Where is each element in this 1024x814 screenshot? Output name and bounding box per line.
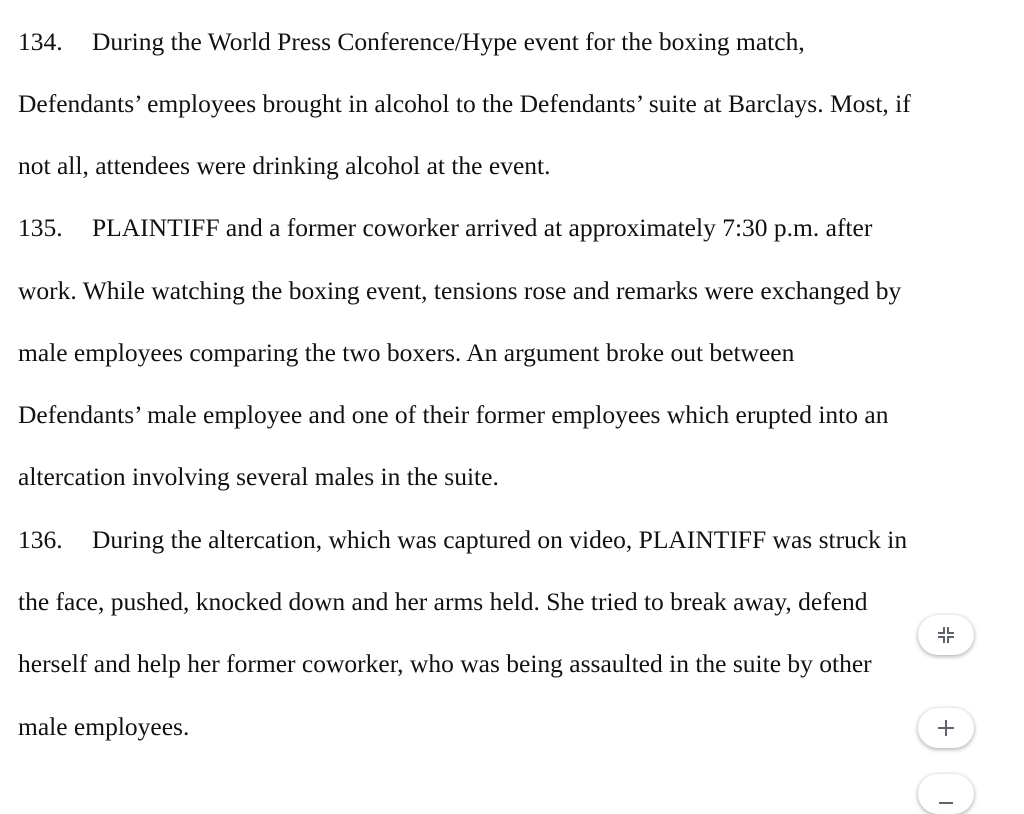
paragraph-number: 136.	[18, 525, 63, 554]
paragraph-136-line-4: male employees.	[18, 712, 190, 741]
paragraph-135-line-4: Defendants’ male employee and one of their former employees which erupted into an	[18, 400, 889, 429]
minus-icon	[936, 793, 956, 813]
paragraph-number: 134.	[18, 27, 63, 56]
paragraph-135-line-1	[18, 213, 872, 243]
paragraph-135-line-2: work. While watching the boxing event, tensions rose and remarks were exchanged by	[18, 276, 902, 305]
paragraph-136-line-1	[18, 525, 907, 555]
paragraph-135-line-3: male employees comparing the two boxers. An argument broke out between	[18, 338, 795, 367]
paragraph-number: 135.	[18, 213, 63, 242]
paragraph-134-line-3: not all, attendees were drinking alcohol at the event.	[18, 151, 551, 180]
plus-icon	[936, 718, 956, 738]
paragraph-text: During the World Press Conference/Hype event for the boxing match,	[92, 27, 805, 56]
paragraph-136-line-3: herself and help her former coworker, who was being assaulted in the suite by other	[18, 649, 872, 678]
paragraph-134-line-2: Defendants’ employees brought in alcohol to the Defendants’ suite at Barclays. Most, if	[18, 89, 911, 118]
paragraph-135-line-5: altercation involving several males in the suite.	[18, 462, 499, 491]
fit-page-button[interactable]	[918, 615, 974, 655]
zoom-in-button[interactable]	[918, 708, 974, 748]
zoom-out-button[interactable]	[918, 774, 974, 814]
paragraph-text: PLAINTIFF and a former coworker arrived at approximately 7:30 p.m. after	[92, 213, 873, 242]
paragraph-134-line-1	[18, 27, 805, 57]
paragraph-136-line-2: the face, pushed, knocked down and her arms held. She tried to break away, defend	[18, 587, 868, 616]
collapse-arrows-icon	[936, 625, 956, 645]
paragraph-text: During the altercation, which was captured on video, PLAINTIFF was struck in	[92, 525, 908, 554]
